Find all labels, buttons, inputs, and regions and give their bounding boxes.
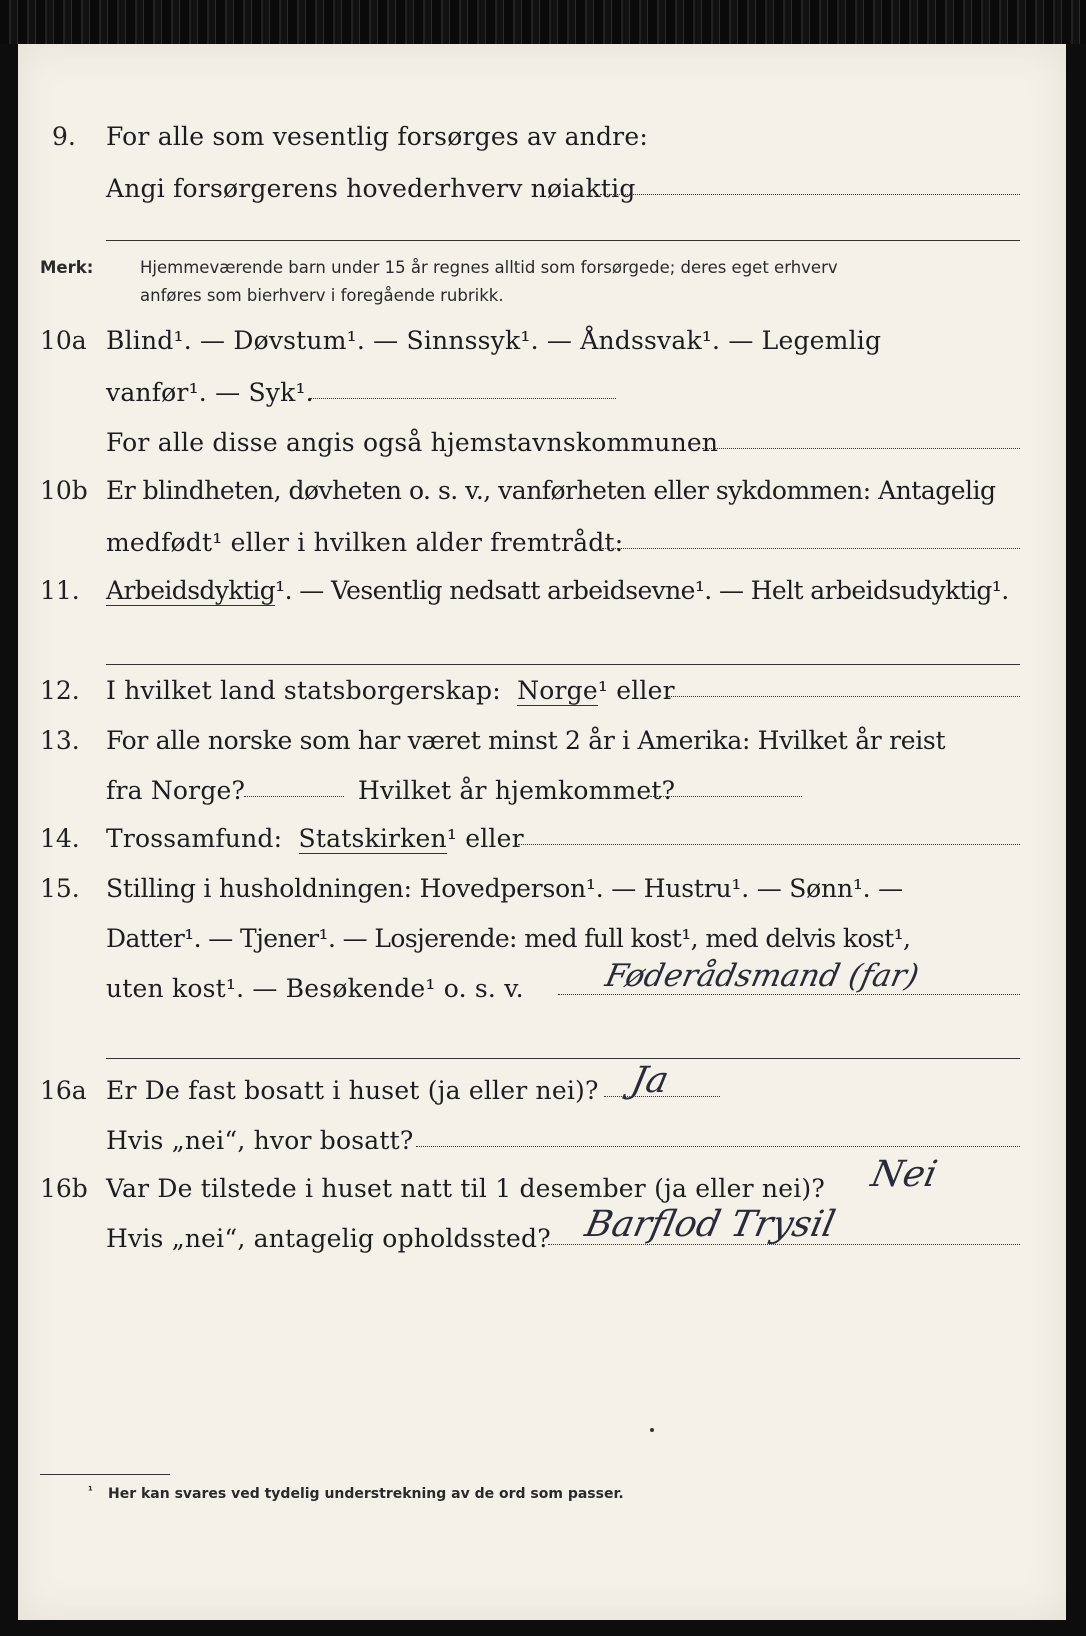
- footnote-mark: ¹: [88, 1484, 93, 1497]
- answer-line: [518, 844, 1020, 845]
- question-text: [106, 824, 524, 853]
- handwritten-answer: Føderådsmand (far): [602, 958, 923, 994]
- question-text: Blind¹. — Døvstum¹. — Sinnssyk¹. — Åndssvak¹. — Legemlig: [106, 326, 882, 355]
- note-label: Merk:: [40, 258, 94, 277]
- answer-line: [310, 398, 616, 399]
- census-form-page: [18, 44, 1066, 1620]
- question-text-rest: ¹. — Vesentlig nedsatt arbeidsevne¹. — Helt arbeidsudyktig¹.: [275, 576, 1009, 605]
- note-text: anføres som bierhverv i foregående rubrikk.: [140, 286, 504, 305]
- question-text: Hvis „nei“, antagelig opholdssted?: [106, 1224, 551, 1253]
- question-number: 10a: [40, 326, 87, 355]
- question-number: 10b: [40, 476, 88, 505]
- underlined-answer-norge: Norge: [517, 676, 598, 705]
- question-number: 12.: [40, 676, 80, 705]
- answer-line: [650, 796, 802, 797]
- question-text-post: ¹ eller: [597, 676, 675, 705]
- note-text: Hjemmeværende barn under 15 år regnes alltid som forsørgede; deres eget erhverv: [140, 258, 838, 277]
- underlined-answer-arbeidsdyktig: Arbeidsdyktig: [106, 576, 276, 605]
- question-number: 14.: [40, 824, 80, 853]
- handwritten-answer: Barflod Trysil: [581, 1204, 839, 1245]
- question-text: [106, 576, 1009, 605]
- answer-line: [416, 1146, 1020, 1147]
- answer-line: [558, 994, 1020, 995]
- question-text: Var De tilstede i huset natt til 1 desember (ja eller nei)?: [106, 1174, 825, 1203]
- underlined-answer-statskirken: Statskirken: [298, 824, 447, 853]
- question-text: vanfør¹. — Syk¹.: [106, 378, 314, 407]
- question-number: 13.: [40, 726, 80, 755]
- question-text: Hvis „nei“, hvor bosatt?: [106, 1126, 414, 1155]
- question-text: uten kost¹. — Besøkende¹ o. s. v.: [106, 974, 524, 1003]
- question-text: Hvilket år hjemkommet?: [358, 776, 676, 805]
- question-number: 16b: [40, 1174, 88, 1203]
- answer-line: [668, 696, 1020, 697]
- handwritten-answer: Ja: [627, 1060, 673, 1101]
- question-number: 11.: [40, 576, 80, 605]
- answer-line: [600, 194, 1020, 195]
- handwritten-answer: Nei: [867, 1154, 941, 1195]
- question-number: 15.: [40, 874, 80, 903]
- question-text-pre: Trossamfund:: [106, 824, 283, 853]
- question-text: Datter¹. — Tjener¹. — Losjerende: med full kost¹, med delvis kost¹,: [106, 924, 911, 953]
- divider-line: [106, 664, 1020, 665]
- ink-dot: [650, 1428, 654, 1432]
- footnote-text: Her kan svares ved tydelig understrekning av de ord som passer.: [108, 1486, 624, 1502]
- question-text-pre: I hvilket land statsborgerskap:: [106, 676, 501, 705]
- question-text-post: ¹ eller: [446, 824, 524, 853]
- question-number: 9.: [52, 122, 76, 151]
- question-text: Er blindheten, døvheten o. s. v., vanførheten eller sykdommen: Antagelig: [106, 476, 996, 505]
- question-text: For alle norske som har været minst 2 år i Amerika: Hvilket år reist: [106, 726, 946, 755]
- answer-line: [244, 796, 344, 797]
- question-text: Stilling i husholdningen: Hovedperson¹. — Hustru¹. — Sønn¹. —: [106, 874, 903, 903]
- question-text: For alle som vesentlig forsørges av andre:: [106, 122, 648, 151]
- answer-line: [702, 448, 1020, 449]
- divider-line: [106, 1058, 1020, 1059]
- footnote-rule: [40, 1474, 170, 1475]
- question-text: For alle disse angis også hjemstavnskommunen: [106, 428, 719, 457]
- question-text: fra Norge?: [106, 776, 246, 805]
- question-text: Er De fast bosatt i huset (ja eller nei)?: [106, 1076, 599, 1105]
- scanner-edge: [0, 0, 1086, 44]
- question-number: 16a: [40, 1076, 87, 1105]
- question-text: [106, 676, 675, 705]
- question-text: Angi forsørgerens hovederhverv nøiaktig: [106, 174, 636, 203]
- divider-line: [106, 240, 1020, 241]
- answer-line: [602, 548, 1020, 549]
- question-text: medfødt¹ eller i hvilken alder fremtrådt:: [106, 528, 624, 557]
